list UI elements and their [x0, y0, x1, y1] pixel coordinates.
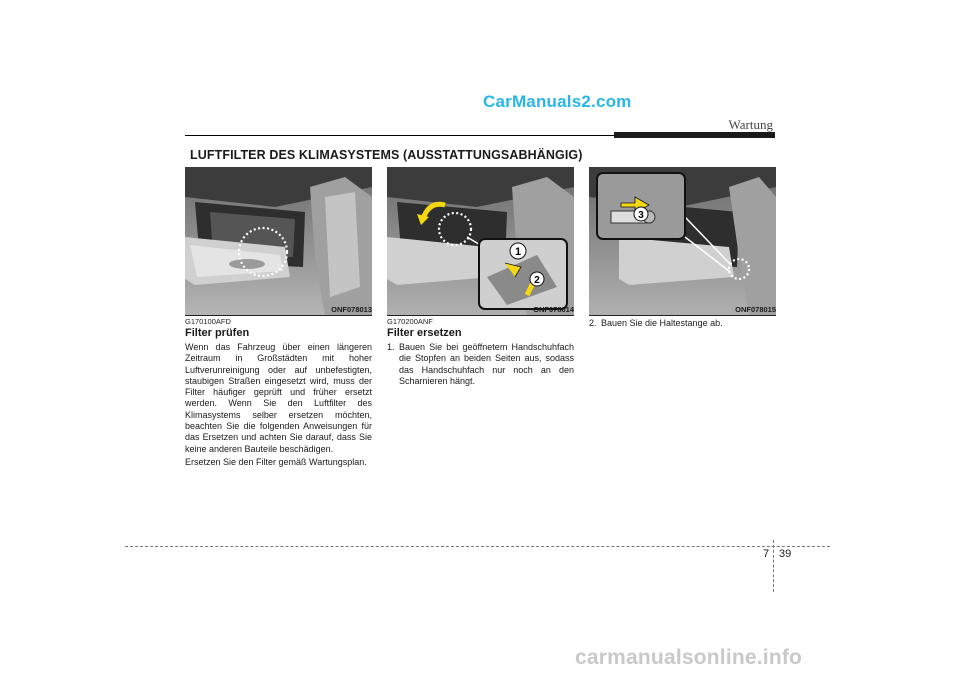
page-number: 39: [779, 548, 792, 560]
figure-code: ONF078014: [387, 305, 574, 316]
figure-glovebox-open: [185, 167, 372, 315]
subtitle-check-filter: Filter prüfen: [185, 327, 250, 339]
main-title: LUFTFILTER DES KLIMASYSTEMS (AUSSTATTUNGSABHÄNGIG): [190, 148, 583, 162]
step-number: 1.: [387, 342, 395, 352]
watermark-bottom: carmanualsonline.info: [575, 646, 803, 669]
header-bar: [614, 132, 775, 138]
page-chapter: 7: [763, 548, 770, 560]
step-number: 2.: [589, 318, 597, 328]
subtitle-replace-filter: Filter ersetzen: [387, 327, 462, 339]
footer-vertical-divider: [773, 540, 774, 592]
callout-1: 1: [514, 246, 522, 258]
paragraph: Ersetzen Sie den Filter gemäß Wartungsplan.: [185, 456, 367, 467]
callout-3: 3: [638, 210, 644, 221]
section-title: Wartung: [728, 117, 773, 132]
figure-remove-stoppers: [387, 167, 574, 315]
figure-code: ONF078015: [589, 305, 776, 316]
step-1: [387, 342, 574, 387]
step-2: [589, 318, 776, 329]
footer-divider: [125, 546, 830, 547]
figure-remove-rod: [589, 167, 776, 315]
section-code: G170200ANF: [387, 317, 433, 326]
callout-2: 2: [534, 275, 540, 286]
body-text-check: [185, 342, 372, 470]
step-text: Bauen Sie bei geöffnetem Handschuhfach die Stopfen an beiden Seiten aus, sodass das Handschuhfach nur noch an den Scharnieren hängt.: [399, 342, 574, 386]
section-code: G170100AFD: [185, 317, 231, 326]
figure-code: ONF078013: [185, 305, 372, 316]
step-text: Bauen Sie die Haltestange ab.: [601, 318, 723, 328]
watermark-top: CarManuals2.com: [483, 92, 632, 111]
paragraph: Wenn das Fahrzeug über einen längeren Zeitraum in Großstädten mit hoher Luftverunreinigung oder auf unbefestigten, staubigen Straßen eingesetzt wird, muss der Filter häufiger geprüft und früher ersetzt werden. Wenn Sie den Luftfilter des Klimasystems selber ersetzen möchten, beachten Sie die folgenden Anweisungen für das Ersetzen und achten Sie darauf, dass Sie keine anderen Bauteile beschädigen.: [185, 342, 372, 454]
